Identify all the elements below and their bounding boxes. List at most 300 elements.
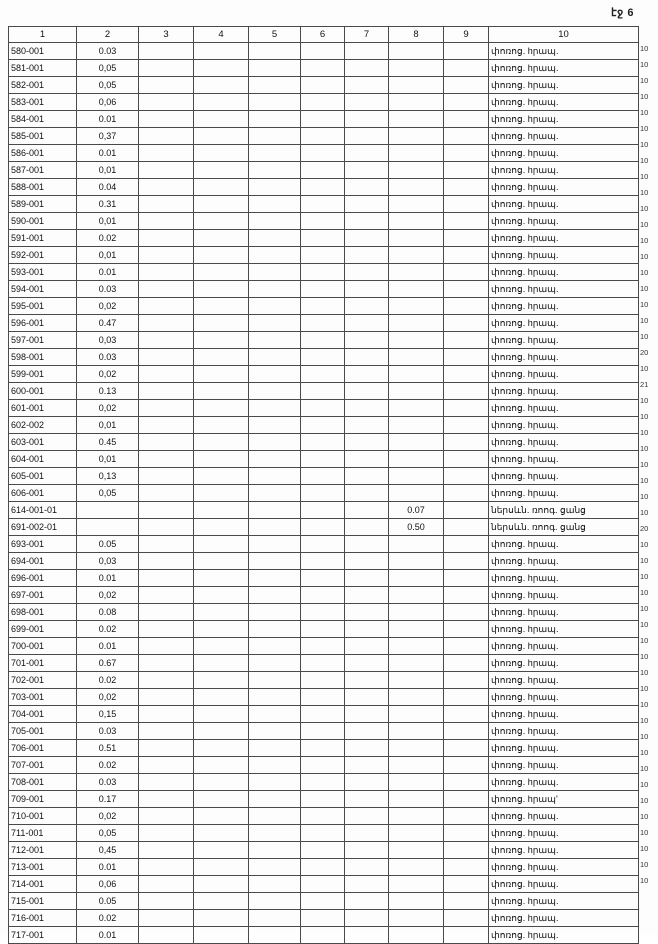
table-row	[9, 128, 639, 145]
cell-description: փոռոց. hրապ.	[489, 570, 639, 587]
cell-col5	[249, 740, 301, 757]
table-row	[9, 621, 639, 638]
cell-col5	[249, 689, 301, 706]
cell-description: փոռոց. hրապ.	[489, 723, 639, 740]
cell-code: 702-001	[9, 672, 77, 689]
cell-col6	[301, 791, 345, 808]
cell-col9	[444, 43, 489, 60]
cell-description: փոռոց. hրապ.	[489, 536, 639, 553]
cell-col7	[345, 230, 389, 247]
table-row	[9, 281, 639, 298]
row-margin-note: 10	[640, 268, 649, 277]
cell-code: 587-001	[9, 162, 77, 179]
table-row	[9, 315, 639, 332]
cell-col5	[249, 400, 301, 417]
cell-col9	[444, 264, 489, 281]
cell-code: 597-001	[9, 332, 77, 349]
cell-description: փոռոց. hրապ.	[489, 910, 639, 927]
cell-code: 580-001	[9, 43, 77, 60]
cell-value-col2: 0.05	[77, 893, 139, 910]
cell-col6	[301, 417, 345, 434]
cell-code: 601-001	[9, 400, 77, 417]
cell-col9	[444, 94, 489, 111]
row-margin-note: 10	[640, 796, 649, 805]
cell-col9	[444, 196, 489, 213]
cell-value-col8	[389, 672, 444, 689]
row-margin-note: 10	[640, 444, 649, 453]
cell-col5	[249, 910, 301, 927]
cell-value-col2: 0,02	[77, 689, 139, 706]
cell-col5	[249, 808, 301, 825]
cell-value-col2: 0.03	[77, 723, 139, 740]
cell-col4	[194, 706, 249, 723]
column-header-2: 2	[77, 27, 139, 43]
cell-col9	[444, 298, 489, 315]
cell-value-col8	[389, 43, 444, 60]
cell-code: 707-001	[9, 757, 77, 774]
row-margin-note: 20	[640, 524, 649, 533]
cell-value-col2: 0.01	[77, 264, 139, 281]
cell-col6	[301, 689, 345, 706]
data-sheet	[8, 26, 638, 944]
cell-col3	[139, 621, 194, 638]
column-header-1: 1	[9, 27, 77, 43]
cell-col3	[139, 247, 194, 264]
table-row	[9, 434, 639, 451]
row-margin-note: 10	[640, 412, 649, 421]
column-header-9: 9	[444, 27, 489, 43]
cell-description: ներսևն. ռոոգ. ցանց	[489, 502, 639, 519]
cell-col4	[194, 281, 249, 298]
cell-value-col2: 0,37	[77, 128, 139, 145]
cell-col9	[444, 638, 489, 655]
cell-value-col8	[389, 468, 444, 485]
cell-col7	[345, 689, 389, 706]
cell-description: փոռոց. hրապ.	[489, 60, 639, 77]
cell-col6	[301, 213, 345, 230]
cell-col7	[345, 723, 389, 740]
cell-col9	[444, 162, 489, 179]
cell-col4	[194, 655, 249, 672]
table-row	[9, 400, 639, 417]
cell-value-col8	[389, 876, 444, 893]
cell-col4	[194, 264, 249, 281]
cell-value-col8: 0.07	[389, 502, 444, 519]
cell-col4	[194, 723, 249, 740]
cell-col5	[249, 434, 301, 451]
cell-code: 599-001	[9, 366, 77, 383]
cell-col4	[194, 774, 249, 791]
cell-value-col2: 0.02	[77, 621, 139, 638]
row-margin-note: 10	[640, 556, 649, 565]
cell-col7	[345, 570, 389, 587]
table-row	[9, 451, 639, 468]
cell-description: փոռոց. hրապ.	[489, 825, 639, 842]
cell-description: փոռոց. hրապ.	[489, 485, 639, 502]
table-row	[9, 893, 639, 910]
table-row	[9, 825, 639, 842]
table-row	[9, 808, 639, 825]
table-row	[9, 332, 639, 349]
cell-code: 704-001	[9, 706, 77, 723]
cell-col9	[444, 519, 489, 536]
cell-col3	[139, 638, 194, 655]
cell-description: փոռոց. hրապ.	[489, 451, 639, 468]
cell-col4	[194, 434, 249, 451]
cell-value-col8	[389, 179, 444, 196]
cell-col3	[139, 910, 194, 927]
cell-description: փոռոց. hրապ.	[489, 400, 639, 417]
cell-col6	[301, 264, 345, 281]
table-row	[9, 689, 639, 706]
cell-col5	[249, 77, 301, 94]
table-row	[9, 502, 639, 519]
cell-col7	[345, 706, 389, 723]
cell-col3	[139, 417, 194, 434]
row-margin-note: 10	[640, 204, 649, 213]
cell-col4	[194, 332, 249, 349]
cell-col9	[444, 927, 489, 944]
cell-description: փոռոց. hրապ.	[489, 638, 639, 655]
cell-col6	[301, 315, 345, 332]
cell-col7	[345, 298, 389, 315]
row-margin-note: 10	[640, 76, 649, 85]
cell-col5	[249, 43, 301, 60]
table-row	[9, 213, 639, 230]
cell-col7	[345, 910, 389, 927]
cell-col7	[345, 825, 389, 842]
row-margin-note: 10	[640, 140, 649, 149]
cell-description: փոռոց. hրապ.	[489, 247, 639, 264]
cell-description: փոռոց. hրապ.	[489, 179, 639, 196]
cell-value-col2: 0.01	[77, 145, 139, 162]
table-row	[9, 519, 639, 536]
cell-col6	[301, 94, 345, 111]
cell-col4	[194, 179, 249, 196]
cell-col3	[139, 876, 194, 893]
cell-col9	[444, 876, 489, 893]
cell-col6	[301, 740, 345, 757]
cell-code: 694-001	[9, 553, 77, 570]
row-margin-note: 10	[640, 156, 649, 165]
cell-col5	[249, 366, 301, 383]
cell-col9	[444, 468, 489, 485]
cell-col3	[139, 791, 194, 808]
cell-col5	[249, 485, 301, 502]
cell-col6	[301, 910, 345, 927]
cell-value-col8	[389, 910, 444, 927]
cell-description: ներսևն. ռոոգ. ցանց	[489, 519, 639, 536]
cell-value-col2: 0.03	[77, 774, 139, 791]
cell-col4	[194, 842, 249, 859]
cell-col7	[345, 111, 389, 128]
cell-col9	[444, 230, 489, 247]
cell-col6	[301, 145, 345, 162]
cell-col9	[444, 604, 489, 621]
row-margin-note: 10	[640, 780, 649, 789]
row-margin-note: 10	[640, 604, 649, 613]
cell-col5	[249, 315, 301, 332]
cell-col7	[345, 60, 389, 77]
cell-col3	[139, 604, 194, 621]
cell-description: փոռոց. hրապ.	[489, 349, 639, 366]
cell-col9	[444, 111, 489, 128]
cell-col5	[249, 145, 301, 162]
cell-description: փոռոց. hրապ.	[489, 417, 639, 434]
cell-col5	[249, 757, 301, 774]
cell-col6	[301, 468, 345, 485]
cell-col3	[139, 655, 194, 672]
cell-value-col8	[389, 774, 444, 791]
cell-col6	[301, 298, 345, 315]
cell-col9	[444, 825, 489, 842]
cell-col4	[194, 672, 249, 689]
cell-col4	[194, 162, 249, 179]
cell-col3	[139, 383, 194, 400]
cell-col7	[345, 621, 389, 638]
cell-value-col8	[389, 570, 444, 587]
cell-col7	[345, 638, 389, 655]
cell-col5	[249, 723, 301, 740]
cell-col5	[249, 298, 301, 315]
cell-col6	[301, 179, 345, 196]
cell-col6	[301, 893, 345, 910]
cell-col3	[139, 587, 194, 604]
cell-description: փոռոց. hրապ.	[489, 587, 639, 604]
cell-value-col2: 0.02	[77, 757, 139, 774]
cell-col4	[194, 43, 249, 60]
cell-col5	[249, 264, 301, 281]
cell-value-col2: 0.03	[77, 349, 139, 366]
cell-col7	[345, 247, 389, 264]
cell-value-col2: 0,01	[77, 451, 139, 468]
cell-col4	[194, 502, 249, 519]
cell-col3	[139, 927, 194, 944]
cell-value-col8	[389, 434, 444, 451]
cell-col6	[301, 383, 345, 400]
cell-col7	[345, 672, 389, 689]
cell-col3	[139, 553, 194, 570]
cell-col5	[249, 128, 301, 145]
cell-col9	[444, 485, 489, 502]
cell-col5	[249, 587, 301, 604]
cell-col9	[444, 145, 489, 162]
cell-col9	[444, 536, 489, 553]
row-margin-note: 10	[640, 700, 649, 709]
cell-col6	[301, 604, 345, 621]
cell-col4	[194, 757, 249, 774]
cell-col5	[249, 417, 301, 434]
cell-description: փոռոց. hրապ.	[489, 264, 639, 281]
cell-col4	[194, 196, 249, 213]
cell-value-col2: 0,01	[77, 247, 139, 264]
cell-code: 582-001	[9, 77, 77, 94]
cell-value-col2: 0,01	[77, 417, 139, 434]
cell-col9	[444, 621, 489, 638]
row-margin-note: 10	[640, 748, 649, 757]
row-margin-note: 10	[640, 588, 649, 597]
cell-value-col8	[389, 808, 444, 825]
cell-value-col8	[389, 230, 444, 247]
cell-description: փոռոց. hրապ.	[489, 43, 639, 60]
cell-col3	[139, 145, 194, 162]
table-row	[9, 196, 639, 213]
table-row	[9, 298, 639, 315]
cell-value-col8	[389, 162, 444, 179]
cell-value-col8	[389, 791, 444, 808]
cell-col3	[139, 400, 194, 417]
cell-col7	[345, 553, 389, 570]
cell-value-col8	[389, 145, 444, 162]
cell-code: 698-001	[9, 604, 77, 621]
cell-col3	[139, 179, 194, 196]
data-table	[8, 26, 639, 944]
cell-col4	[194, 298, 249, 315]
cell-code: 586-001	[9, 145, 77, 162]
cell-col9	[444, 655, 489, 672]
cell-col5	[249, 638, 301, 655]
cell-col9	[444, 689, 489, 706]
cell-value-col2: 0.13	[77, 383, 139, 400]
row-margin-note: 10	[640, 252, 649, 261]
cell-description: փոռոց. hրապ.	[489, 757, 639, 774]
cell-col4	[194, 145, 249, 162]
cell-col3	[139, 315, 194, 332]
cell-description: փոռոց. hրապ.	[489, 128, 639, 145]
cell-col7	[345, 927, 389, 944]
cell-value-col2: 0.67	[77, 655, 139, 672]
cell-value-col2: 0.01	[77, 859, 139, 876]
cell-code: 710-001	[9, 808, 77, 825]
cell-col5	[249, 111, 301, 128]
cell-code: 584-001	[9, 111, 77, 128]
cell-col9	[444, 417, 489, 434]
row-margin-note: 10	[640, 188, 649, 197]
cell-code: 588-001	[9, 179, 77, 196]
cell-col4	[194, 400, 249, 417]
cell-col6	[301, 366, 345, 383]
cell-code: 581-001	[9, 60, 77, 77]
cell-value-col2: 0,15	[77, 706, 139, 723]
row-margin-note: 10	[640, 716, 649, 725]
table-row	[9, 77, 639, 94]
cell-code: 703-001	[9, 689, 77, 706]
cell-value-col2: 0.51	[77, 740, 139, 757]
cell-description: փոռոց. hրապ.	[489, 553, 639, 570]
column-header-8: 8	[389, 27, 444, 43]
cell-value-col8	[389, 655, 444, 672]
table-body	[9, 43, 639, 944]
cell-col6	[301, 876, 345, 893]
cell-value-col2: 0.02	[77, 910, 139, 927]
table-row	[9, 536, 639, 553]
cell-col6	[301, 230, 345, 247]
cell-code: 590-001	[9, 213, 77, 230]
cell-col5	[249, 791, 301, 808]
cell-value-col8	[389, 587, 444, 604]
cell-col9	[444, 740, 489, 757]
cell-col9	[444, 859, 489, 876]
cell-description: փոռոց. hրապ.	[489, 893, 639, 910]
row-margin-note: 10	[640, 668, 649, 677]
cell-col6	[301, 77, 345, 94]
cell-value-col2: 0.01	[77, 570, 139, 587]
table-row	[9, 791, 639, 808]
cell-col6	[301, 570, 345, 587]
cell-col5	[249, 825, 301, 842]
cell-col7	[345, 859, 389, 876]
cell-col7	[345, 145, 389, 162]
cell-col4	[194, 417, 249, 434]
row-margin-note: 10	[640, 684, 649, 693]
cell-value-col2: 0.03	[77, 43, 139, 60]
row-margin-note: 10	[640, 652, 649, 661]
cell-col9	[444, 672, 489, 689]
cell-value-col2: 0,02	[77, 366, 139, 383]
cell-col3	[139, 162, 194, 179]
cell-col9	[444, 502, 489, 519]
cell-col4	[194, 536, 249, 553]
row-margin-note: 10	[640, 364, 649, 373]
row-margin-note: 10	[640, 844, 649, 853]
cell-value-col2: 0,03	[77, 553, 139, 570]
cell-col5	[249, 383, 301, 400]
cell-value-col8	[389, 859, 444, 876]
cell-description: փոռոց. hրապ.	[489, 196, 639, 213]
cell-description: փոռոց. hրապ.	[489, 298, 639, 315]
cell-value-col8	[389, 281, 444, 298]
cell-value-col2: 0.08	[77, 604, 139, 621]
cell-description: փոռոց. hրապ.	[489, 655, 639, 672]
cell-col3	[139, 298, 194, 315]
cell-col4	[194, 230, 249, 247]
row-margin-note: 10	[640, 636, 649, 645]
cell-description: փոռոց. hրապ.	[489, 281, 639, 298]
cell-col5	[249, 621, 301, 638]
cell-col6	[301, 111, 345, 128]
cell-col7	[345, 876, 389, 893]
cell-col9	[444, 451, 489, 468]
cell-col4	[194, 893, 249, 910]
row-margin-note: 10	[640, 316, 649, 325]
cell-col4	[194, 570, 249, 587]
cell-col7	[345, 468, 389, 485]
cell-col6	[301, 434, 345, 451]
cell-value-col8	[389, 94, 444, 111]
cell-col3	[139, 111, 194, 128]
cell-col6	[301, 638, 345, 655]
cell-col5	[249, 893, 301, 910]
cell-col6	[301, 60, 345, 77]
cell-col9	[444, 213, 489, 230]
cell-col9	[444, 808, 489, 825]
table-row	[9, 366, 639, 383]
cell-code: 585-001	[9, 128, 77, 145]
cell-col5	[249, 536, 301, 553]
cell-description: փոռոց. hրապ.	[489, 230, 639, 247]
table-row	[9, 179, 639, 196]
cell-col4	[194, 621, 249, 638]
table-row	[9, 43, 639, 60]
cell-col3	[139, 281, 194, 298]
cell-code: 714-001	[9, 876, 77, 893]
cell-col7	[345, 281, 389, 298]
cell-col7	[345, 842, 389, 859]
row-margin-note: 10	[640, 60, 649, 69]
cell-value-col2: 0.01	[77, 927, 139, 944]
cell-description: փոռոց. hրապ.	[489, 434, 639, 451]
cell-col9	[444, 842, 489, 859]
